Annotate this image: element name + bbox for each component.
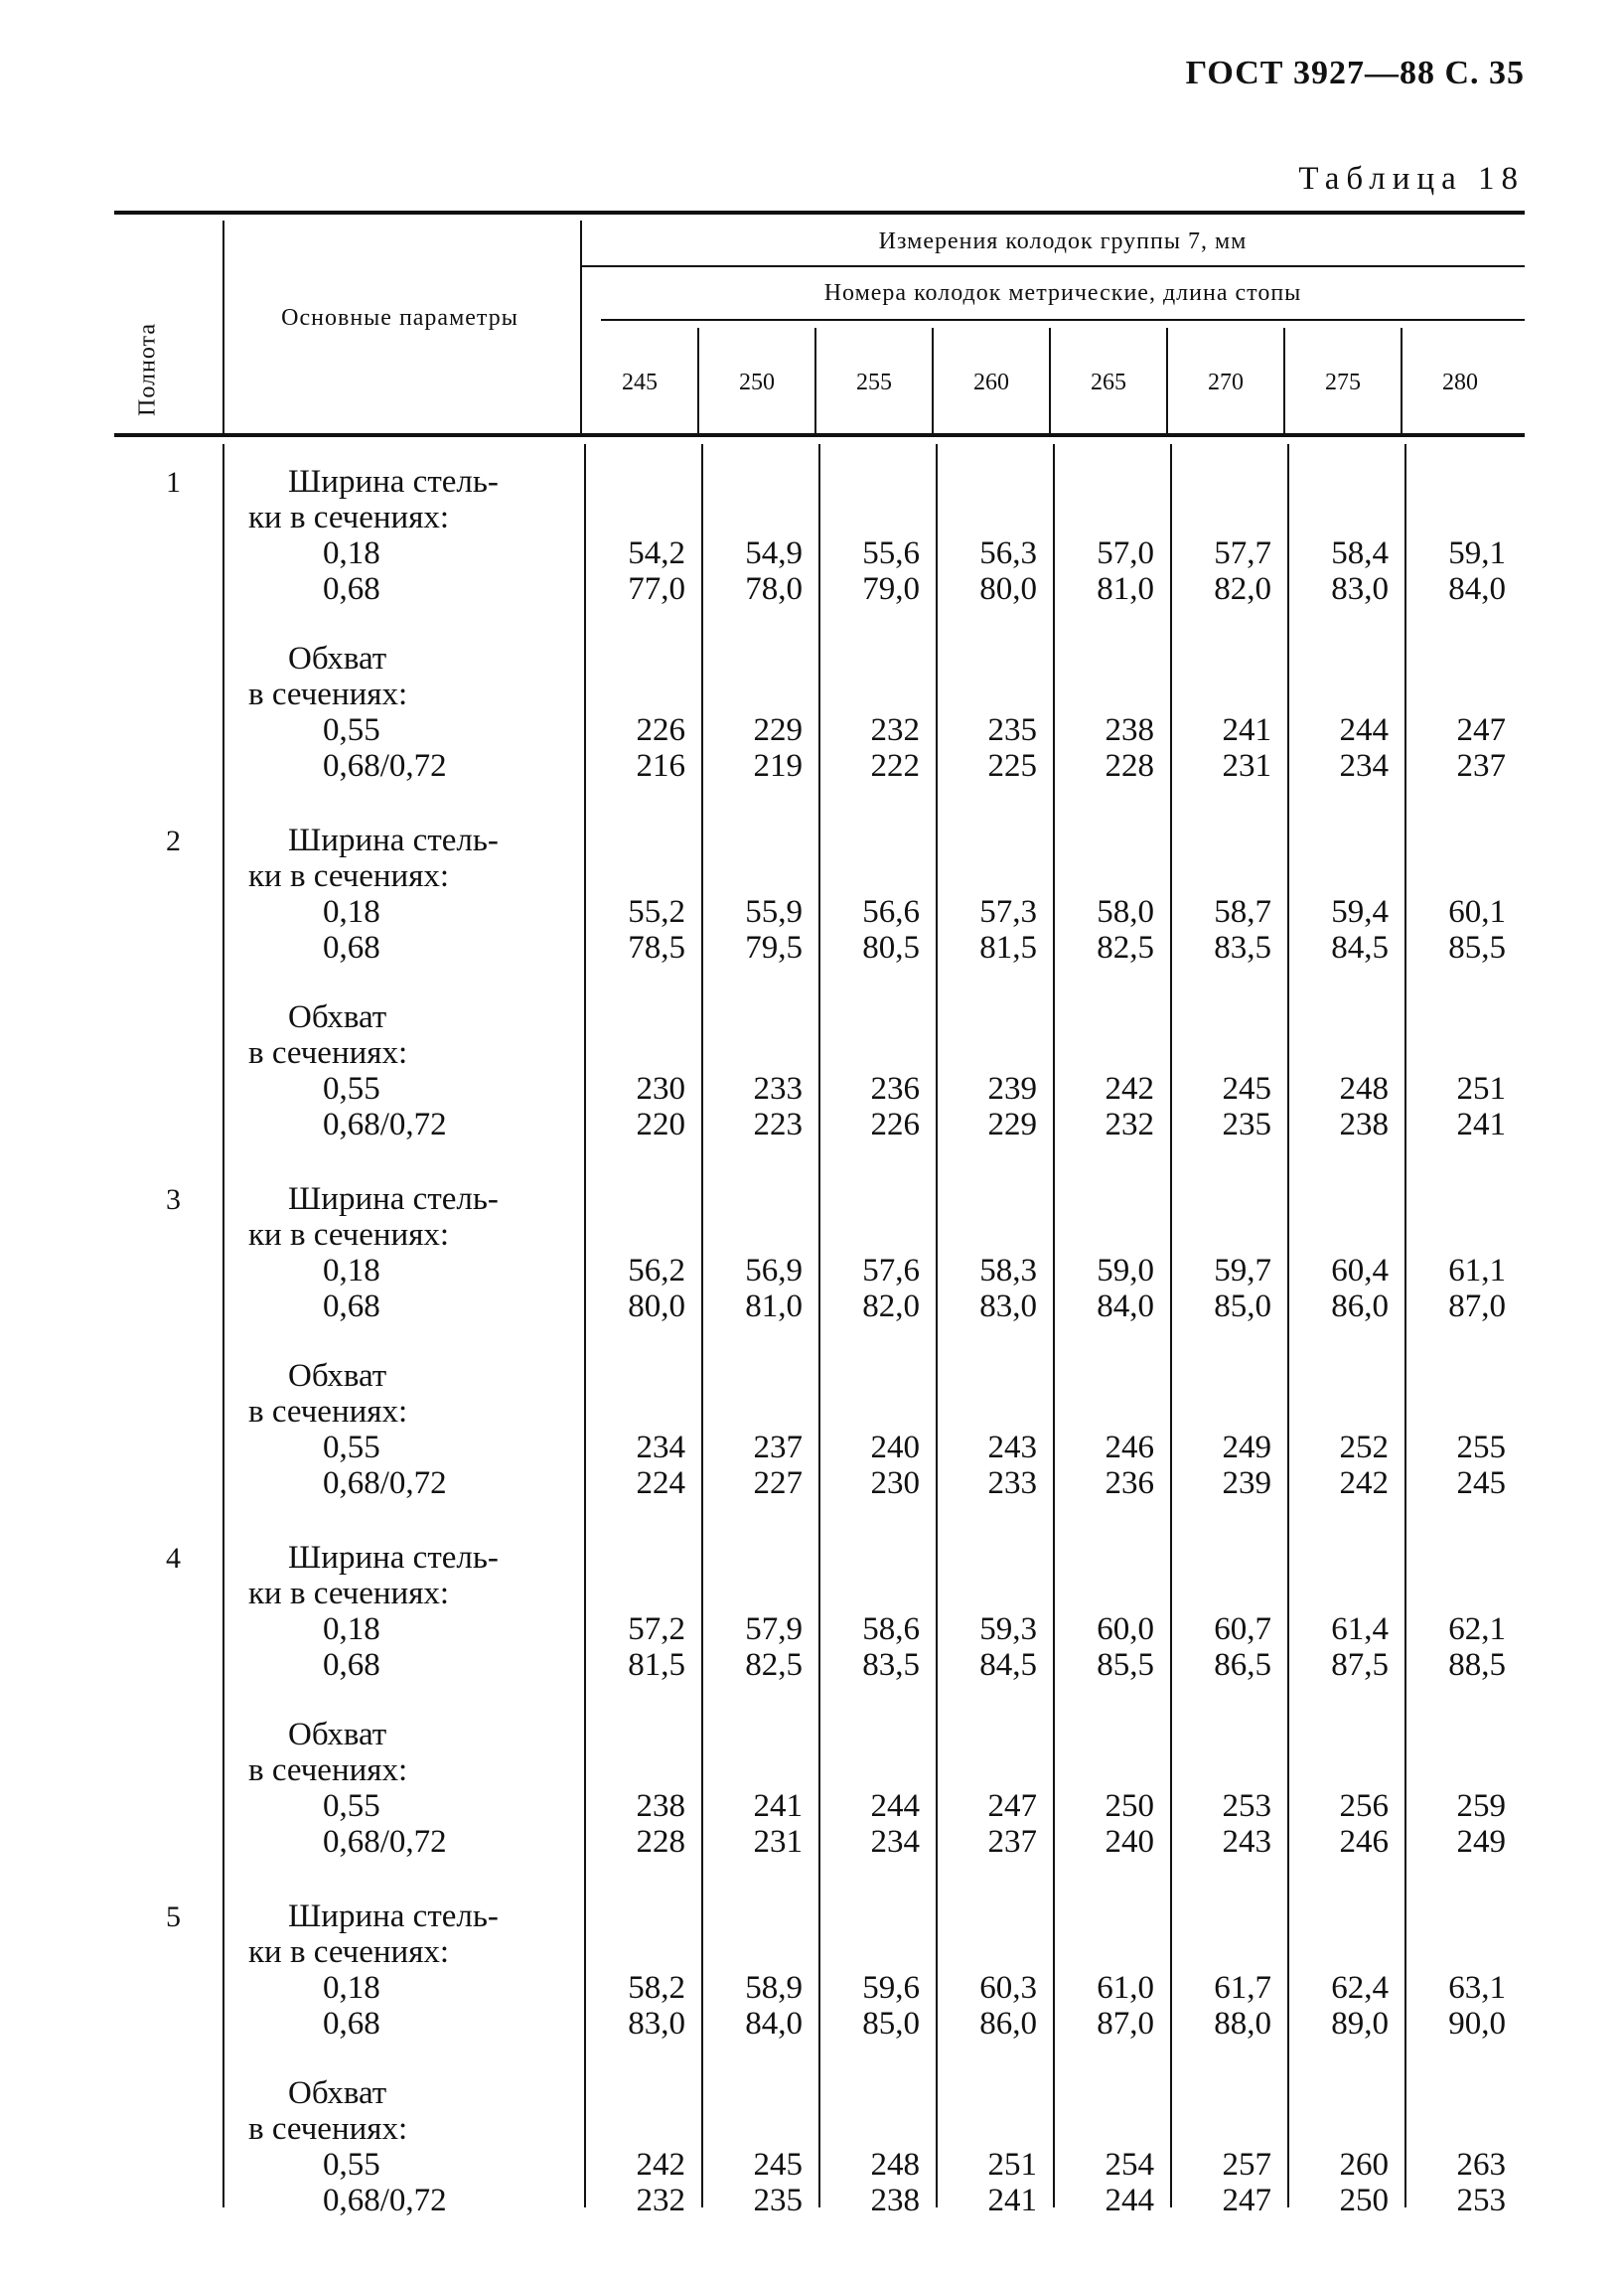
table-cell: 250 [1339,2183,1389,2218]
fullness-column-header-text: Полнота [134,323,161,416]
table-cell: 241 [1222,712,1271,748]
table-cell: 233 [753,1071,803,1107]
table-cell: 232 [636,2183,685,2218]
table-cell: 241 [987,2183,1037,2218]
table-cell: 224 [636,1465,685,1501]
subgroup-header: Номера колодок метрические, длина стопы [823,280,1302,306]
table-cell: 244 [870,1788,920,1824]
table-cell: 83,0 [1331,571,1389,607]
table-cell: 259 [1456,1788,1506,1824]
section-value: 0,68/0,72 [323,1107,447,1142]
table-cell: 55,2 [628,894,685,930]
table-cell: 84,5 [979,1647,1037,1683]
table-cell: 83,0 [628,2006,685,2042]
table-cell: 220 [636,1107,685,1142]
fullness-label: 2 [166,825,181,857]
table-cell: 246 [1339,1824,1389,1860]
table-cell: 237 [987,1824,1037,1860]
table-cell: 80,5 [862,930,920,966]
params-column-header: Основные параметры [281,305,518,331]
table-cell: 225 [987,748,1037,784]
table-cell: 63,1 [1448,1970,1506,2006]
table-cell: 245 [1456,1465,1506,1501]
table-cell: 254 [1105,2147,1154,2183]
table-cell: 60,0 [1097,1611,1154,1647]
size-header-cell: 245 [622,370,658,395]
table-cell: 62,4 [1331,1970,1389,2006]
table-cell: 238 [1339,1107,1389,1142]
table-cell: 229 [753,712,803,748]
table-cell: 82,0 [862,1289,920,1324]
table-cell: 252 [1339,1430,1389,1465]
size-header-cell: 265 [1091,370,1126,395]
table-cell: 239 [1222,1465,1271,1501]
table-cell: 57,3 [979,894,1037,930]
param-title: Обхват [288,1358,387,1394]
table-cell: 234 [1339,748,1389,784]
table-cell: 58,6 [862,1611,920,1647]
table-cell: 247 [987,1788,1037,1824]
table-cell: 248 [870,2147,920,2183]
table-cell: 86,0 [979,2006,1037,2042]
table-cell: 54,2 [628,535,685,571]
param-title: в сечениях: [248,1035,408,1071]
table-cell: 87,0 [1448,1289,1506,1324]
table-cell: 245 [1222,1071,1271,1107]
table-cell: 251 [1456,1071,1506,1107]
param-title: ки в сечениях: [248,500,450,535]
table-cell: 58,9 [745,1970,803,2006]
table-cell: 244 [1339,712,1389,748]
table-cell: 86,0 [1331,1289,1389,1324]
section-value: 0,18 [323,1253,380,1289]
table-cell: 56,9 [745,1253,803,1289]
table-cell: 61,1 [1448,1253,1506,1289]
table-cell: 226 [870,1107,920,1142]
param-title: Обхват [288,641,387,677]
table-cell: 58,2 [628,1970,685,2006]
table-cell: 228 [636,1824,685,1860]
table-cell: 57,6 [862,1253,920,1289]
table-cell: 228 [1105,748,1154,784]
table-cell: 242 [1339,1465,1389,1501]
table-cell: 60,7 [1214,1611,1271,1647]
section-value: 0,55 [323,1430,380,1465]
table-cell: 219 [753,748,803,784]
table-cell: 230 [870,1465,920,1501]
table-cell: 59,3 [979,1611,1037,1647]
section-value: 0,68 [323,2006,380,2042]
table-cell: 78,0 [745,571,803,607]
table-cell: 55,9 [745,894,803,930]
size-header-cell: 270 [1208,370,1244,395]
param-title: Обхват [288,999,387,1035]
table-cell: 240 [870,1430,920,1465]
table-cell: 89,0 [1331,2006,1389,2042]
table-cell: 82,5 [745,1647,803,1683]
table-cell: 216 [636,748,685,784]
table-cell: 86,5 [1214,1647,1271,1683]
table-cell: 84,0 [1448,571,1506,607]
table-cell: 235 [1222,1107,1271,1142]
table-cell: 248 [1339,1071,1389,1107]
fullness-label: 3 [166,1183,181,1216]
table-cell: 82,5 [1097,930,1154,966]
table-cell: 246 [1105,1430,1154,1465]
table-cell: 79,0 [862,571,920,607]
section-value: 0,68 [323,1289,380,1324]
table-cell: 227 [753,1465,803,1501]
table-cell: 222 [870,748,920,784]
table-cell: 84,5 [1331,930,1389,966]
table-cell: 84,0 [745,2006,803,2042]
param-title: Обхват [288,1717,387,1752]
table-cell: 84,0 [1097,1289,1154,1324]
table-cell: 223 [753,1107,803,1142]
table-cell: 249 [1222,1430,1271,1465]
param-title: ки в сечениях: [248,1576,450,1611]
size-header-cell: 250 [739,370,775,395]
table-cell: 226 [636,712,685,748]
table-cell: 59,0 [1097,1253,1154,1289]
table-cell: 241 [753,1788,803,1824]
section-value: 0,68 [323,930,380,966]
table-cell: 241 [1456,1107,1506,1142]
table-cell: 247 [1456,712,1506,748]
table-cell: 231 [753,1824,803,1860]
table-cell: 54,9 [745,535,803,571]
table-cell: 234 [636,1430,685,1465]
table-cell: 81,0 [745,1289,803,1324]
table-cell: 83,5 [862,1647,920,1683]
param-title: Обхват [288,2075,387,2111]
table-cell: 85,5 [1097,1647,1154,1683]
table-cell: 87,5 [1331,1647,1389,1683]
section-value: 0,18 [323,535,380,571]
section-value: 0,18 [323,894,380,930]
param-title: Ширина стель- [288,1898,499,1934]
table-cell: 236 [1105,1465,1154,1501]
table-cell: 87,0 [1097,2006,1154,2042]
table-cell: 243 [1222,1824,1271,1860]
table-cell: 238 [636,1788,685,1824]
table-cell: 82,0 [1214,571,1271,607]
param-title: в сечениях: [248,1752,408,1788]
table-cell: 59,6 [862,1970,920,2006]
table-cell: 239 [987,1071,1037,1107]
table-cell: 234 [870,1824,920,1860]
section-value: 0,18 [323,1611,380,1647]
table-cell: 58,0 [1097,894,1154,930]
table-cell: 59,1 [1448,535,1506,571]
table-cell: 78,5 [628,930,685,966]
param-title: ки в сечениях: [248,1934,450,1970]
section-value: 0,55 [323,1071,380,1107]
param-title: Ширина стель- [288,464,499,500]
data-table [114,211,1525,2218]
fullness-label: 4 [166,1542,181,1575]
section-value: 0,55 [323,2147,380,2183]
table-cell: 57,9 [745,1611,803,1647]
table-cell: 253 [1222,1788,1271,1824]
fullness-label: 1 [166,466,181,499]
table-cell: 243 [987,1430,1037,1465]
table-cell: 240 [1105,1824,1154,1860]
table-cell: 233 [987,1465,1037,1501]
table-cell: 62,1 [1448,1611,1506,1647]
table-cell: 88,0 [1214,2006,1271,2042]
table-cell: 245 [753,2147,803,2183]
param-title: Ширина стель- [288,1181,499,1217]
table-cell: 81,0 [1097,571,1154,607]
table-cell: 58,3 [979,1253,1037,1289]
section-value: 0,68/0,72 [323,748,447,784]
size-header-cell: 275 [1325,370,1361,395]
table-cell: 238 [1105,712,1154,748]
section-value: 0,68 [323,571,380,607]
fullness-column-header [118,290,178,449]
table-cell: 229 [987,1107,1037,1142]
fullness-label: 5 [166,1900,181,1933]
table-cell: 247 [1222,2183,1271,2218]
param-title: ки в сечениях: [248,858,450,894]
table-cell: 231 [1222,748,1271,784]
table-cell: 81,5 [979,930,1037,966]
table-cell: 83,0 [979,1289,1037,1324]
table-cell: 232 [1105,1107,1154,1142]
table-cell: 58,4 [1331,535,1389,571]
table-cell: 57,0 [1097,535,1154,571]
table-cell: 57,7 [1214,535,1271,571]
section-value: 0,68/0,72 [323,1824,447,1860]
table-cell: 244 [1105,2183,1154,2218]
table-cell: 230 [636,1071,685,1107]
table-cell: 242 [636,2147,685,2183]
table-title: Таблица 18 [1298,161,1525,197]
param-title: в сечениях: [248,677,408,712]
table-cell: 260 [1339,2147,1389,2183]
table-cell: 242 [1105,1071,1154,1107]
table-cell: 77,0 [628,571,685,607]
table-cell: 61,7 [1214,1970,1271,2006]
table-cell: 55,6 [862,535,920,571]
size-header-cell: 260 [973,370,1009,395]
table-cell: 59,4 [1331,894,1389,930]
page-header: ГОСТ 3927—88 С. 35 [1185,55,1525,91]
table-cell: 236 [870,1071,920,1107]
section-value: 0,18 [323,1970,380,2006]
param-title: ки в сечениях: [248,1217,450,1253]
table-cell: 85,0 [1214,1289,1271,1324]
table-cell: 85,5 [1448,930,1506,966]
table-cell: 249 [1456,1824,1506,1860]
group-header: Измерения колодок группы 7, мм [878,228,1248,254]
table-cell: 56,3 [979,535,1037,571]
table-cell: 60,1 [1448,894,1506,930]
table-cell: 81,5 [628,1647,685,1683]
table-cell: 237 [1456,748,1506,784]
table-cell: 61,4 [1331,1611,1389,1647]
table-cell: 56,6 [862,894,920,930]
table-cell: 80,0 [628,1289,685,1324]
table-cell: 58,7 [1214,894,1271,930]
param-title: Ширина стель- [288,1540,499,1576]
table-cell: 235 [987,712,1037,748]
table-cell: 59,7 [1214,1253,1271,1289]
size-header-cell: 255 [856,370,892,395]
table-cell: 83,5 [1214,930,1271,966]
section-value: 0,55 [323,712,380,748]
table-cell: 232 [870,712,920,748]
table-cell: 56,2 [628,1253,685,1289]
size-header-cell: 280 [1442,370,1478,395]
table-cell: 235 [753,2183,803,2218]
table-cell: 250 [1105,1788,1154,1824]
section-value: 0,68 [323,1647,380,1683]
table-cell: 61,0 [1097,1970,1154,2006]
param-title: в сечениях: [248,1394,408,1430]
table-cell: 85,0 [862,2006,920,2042]
table-cell: 256 [1339,1788,1389,1824]
table-cell: 60,3 [979,1970,1037,2006]
section-value: 0,68/0,72 [323,2183,447,2218]
table-cell: 257 [1222,2147,1271,2183]
table-cell: 255 [1456,1430,1506,1465]
table-cell: 253 [1456,2183,1506,2218]
param-title: Ширина стель- [288,823,499,858]
table-cell: 88,5 [1448,1647,1506,1683]
section-value: 0,55 [323,1788,380,1824]
table-cell: 57,2 [628,1611,685,1647]
section-value: 0,68/0,72 [323,1465,447,1501]
table-cell: 237 [753,1430,803,1465]
table-cell: 79,5 [745,930,803,966]
param-title: в сечениях: [248,2111,408,2147]
table-cell: 90,0 [1448,2006,1506,2042]
table-cell: 251 [987,2147,1037,2183]
table-cell: 238 [870,2183,920,2218]
table-cell: 60,4 [1331,1253,1389,1289]
table-cell: 263 [1456,2147,1506,2183]
table-cell: 80,0 [979,571,1037,607]
